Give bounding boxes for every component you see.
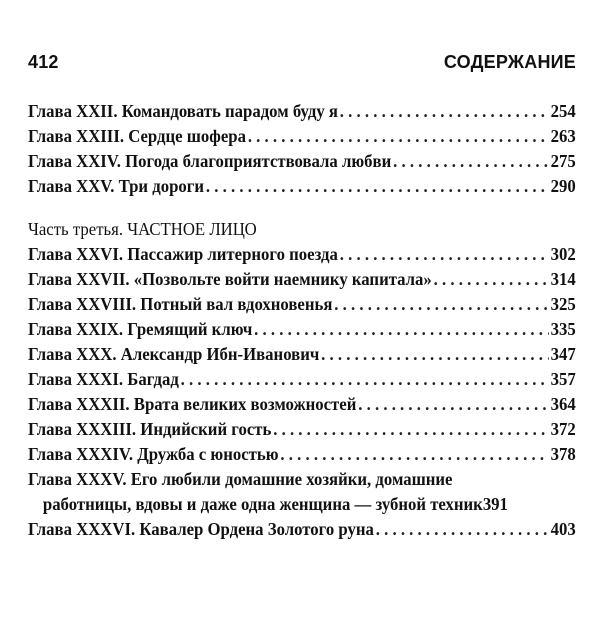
toc-entry-title: Глава XXVIII. Потный вал вдохновенья: [28, 294, 333, 314]
toc-entry-title: Глава XXVII. «Позвольте войти наемнику капитала»: [28, 269, 432, 289]
dot-leader: [248, 126, 549, 147]
toc-entry-title: Глава XXIII. Сердце шофера: [28, 126, 246, 146]
page-number: 412: [28, 52, 59, 72]
dot-leader: [273, 419, 549, 440]
toc-entry: [28, 151, 576, 176]
running-head: [28, 52, 576, 76]
toc-entry: [28, 319, 576, 344]
dot-leader: [393, 151, 549, 172]
toc-part-three: [28, 219, 576, 544]
dot-leader: [280, 444, 548, 465]
toc-entry: [28, 101, 576, 126]
toc-entry-title: Глава XXV. Три дороги: [28, 176, 205, 196]
toc-entry-page: 290: [550, 176, 576, 196]
toc-entry-title: Глава XXIV. Погода благоприятствовала любви: [28, 151, 392, 171]
toc-entry: [28, 519, 576, 544]
toc-entry-multiline-cont: [28, 494, 576, 519]
toc-entry-title: Глава XXIX. Гремящий ключ: [28, 319, 253, 339]
toc-entry-title: Глава XXXIII. Индийский гость: [28, 419, 272, 439]
toc-entry: [28, 444, 576, 469]
toc-entry: [28, 369, 576, 394]
toc-entry-page: 302: [550, 244, 576, 264]
toc-entry-page: 391: [482, 494, 508, 514]
toc-entry-multiline: [28, 469, 576, 494]
toc-entry-title: Глава XXXII. Врата великих возможностей: [28, 394, 357, 414]
dot-leader: [181, 369, 549, 390]
toc-entry-page: 403: [550, 519, 576, 539]
toc-entry-page: 347: [550, 344, 576, 364]
toc-entry: [28, 394, 576, 419]
toc-entry-title-line2: работницы, вдовы и даже одна женщина — зубной техник: [42, 494, 483, 514]
dot-leader: [340, 101, 549, 122]
toc-entry-page: 378: [550, 444, 576, 464]
toc-entry-title: Глава XXII. Командовать парадом буду я: [28, 101, 338, 121]
running-title: СОДЕРЖАНИЕ: [443, 52, 576, 72]
dot-leader: [254, 319, 549, 340]
dot-leader: [340, 244, 549, 265]
dot-leader: [376, 519, 549, 540]
toc-entry-title: Глава XXVI. Пассажир литерного поезда: [28, 244, 338, 264]
toc-entry: [28, 294, 576, 319]
toc-entry: [28, 176, 576, 201]
dot-leader: [434, 269, 549, 290]
dot-leader: [321, 344, 549, 365]
toc-entry-page: 325: [550, 294, 576, 314]
toc-entry-page: 314: [550, 269, 576, 289]
toc-part-two-end: [28, 101, 576, 201]
toc-entry: [28, 269, 576, 294]
toc-entry-title: Глава XXXIV. Дружба с юностью: [28, 444, 279, 464]
toc-entry-title: Глава XXXI. Багдад: [28, 369, 179, 389]
toc-entry-page: 263: [550, 126, 576, 146]
toc-entry-page: 357: [550, 369, 576, 389]
dot-leader: [358, 394, 549, 415]
part-heading: Часть третья. ЧАСТНОЕ ЛИЦО: [28, 219, 257, 239]
toc-entry-line2: [28, 494, 576, 515]
toc-entry: [28, 419, 576, 444]
toc-entry-page: 335: [550, 319, 576, 339]
toc-entry: [28, 126, 576, 151]
toc-entry-title-line1: Глава XXXV. Его любили домашние хозяйки, домашние: [28, 469, 453, 489]
dot-leader: [334, 294, 549, 315]
toc-entry-page: 254: [550, 101, 576, 121]
dot-leader: [206, 176, 549, 197]
toc-entry: [28, 344, 576, 369]
toc-entry-title: Глава XXX. Александр Ибн-Иванович: [28, 344, 320, 364]
toc-entry-page: 372: [550, 419, 576, 439]
toc-entry-page: 364: [550, 394, 576, 414]
toc-entry-title: Глава XXXVI. Кавалер Ордена Золотого руна: [28, 519, 374, 539]
toc-entry: [28, 244, 576, 269]
toc-entry-page: 275: [550, 151, 576, 171]
